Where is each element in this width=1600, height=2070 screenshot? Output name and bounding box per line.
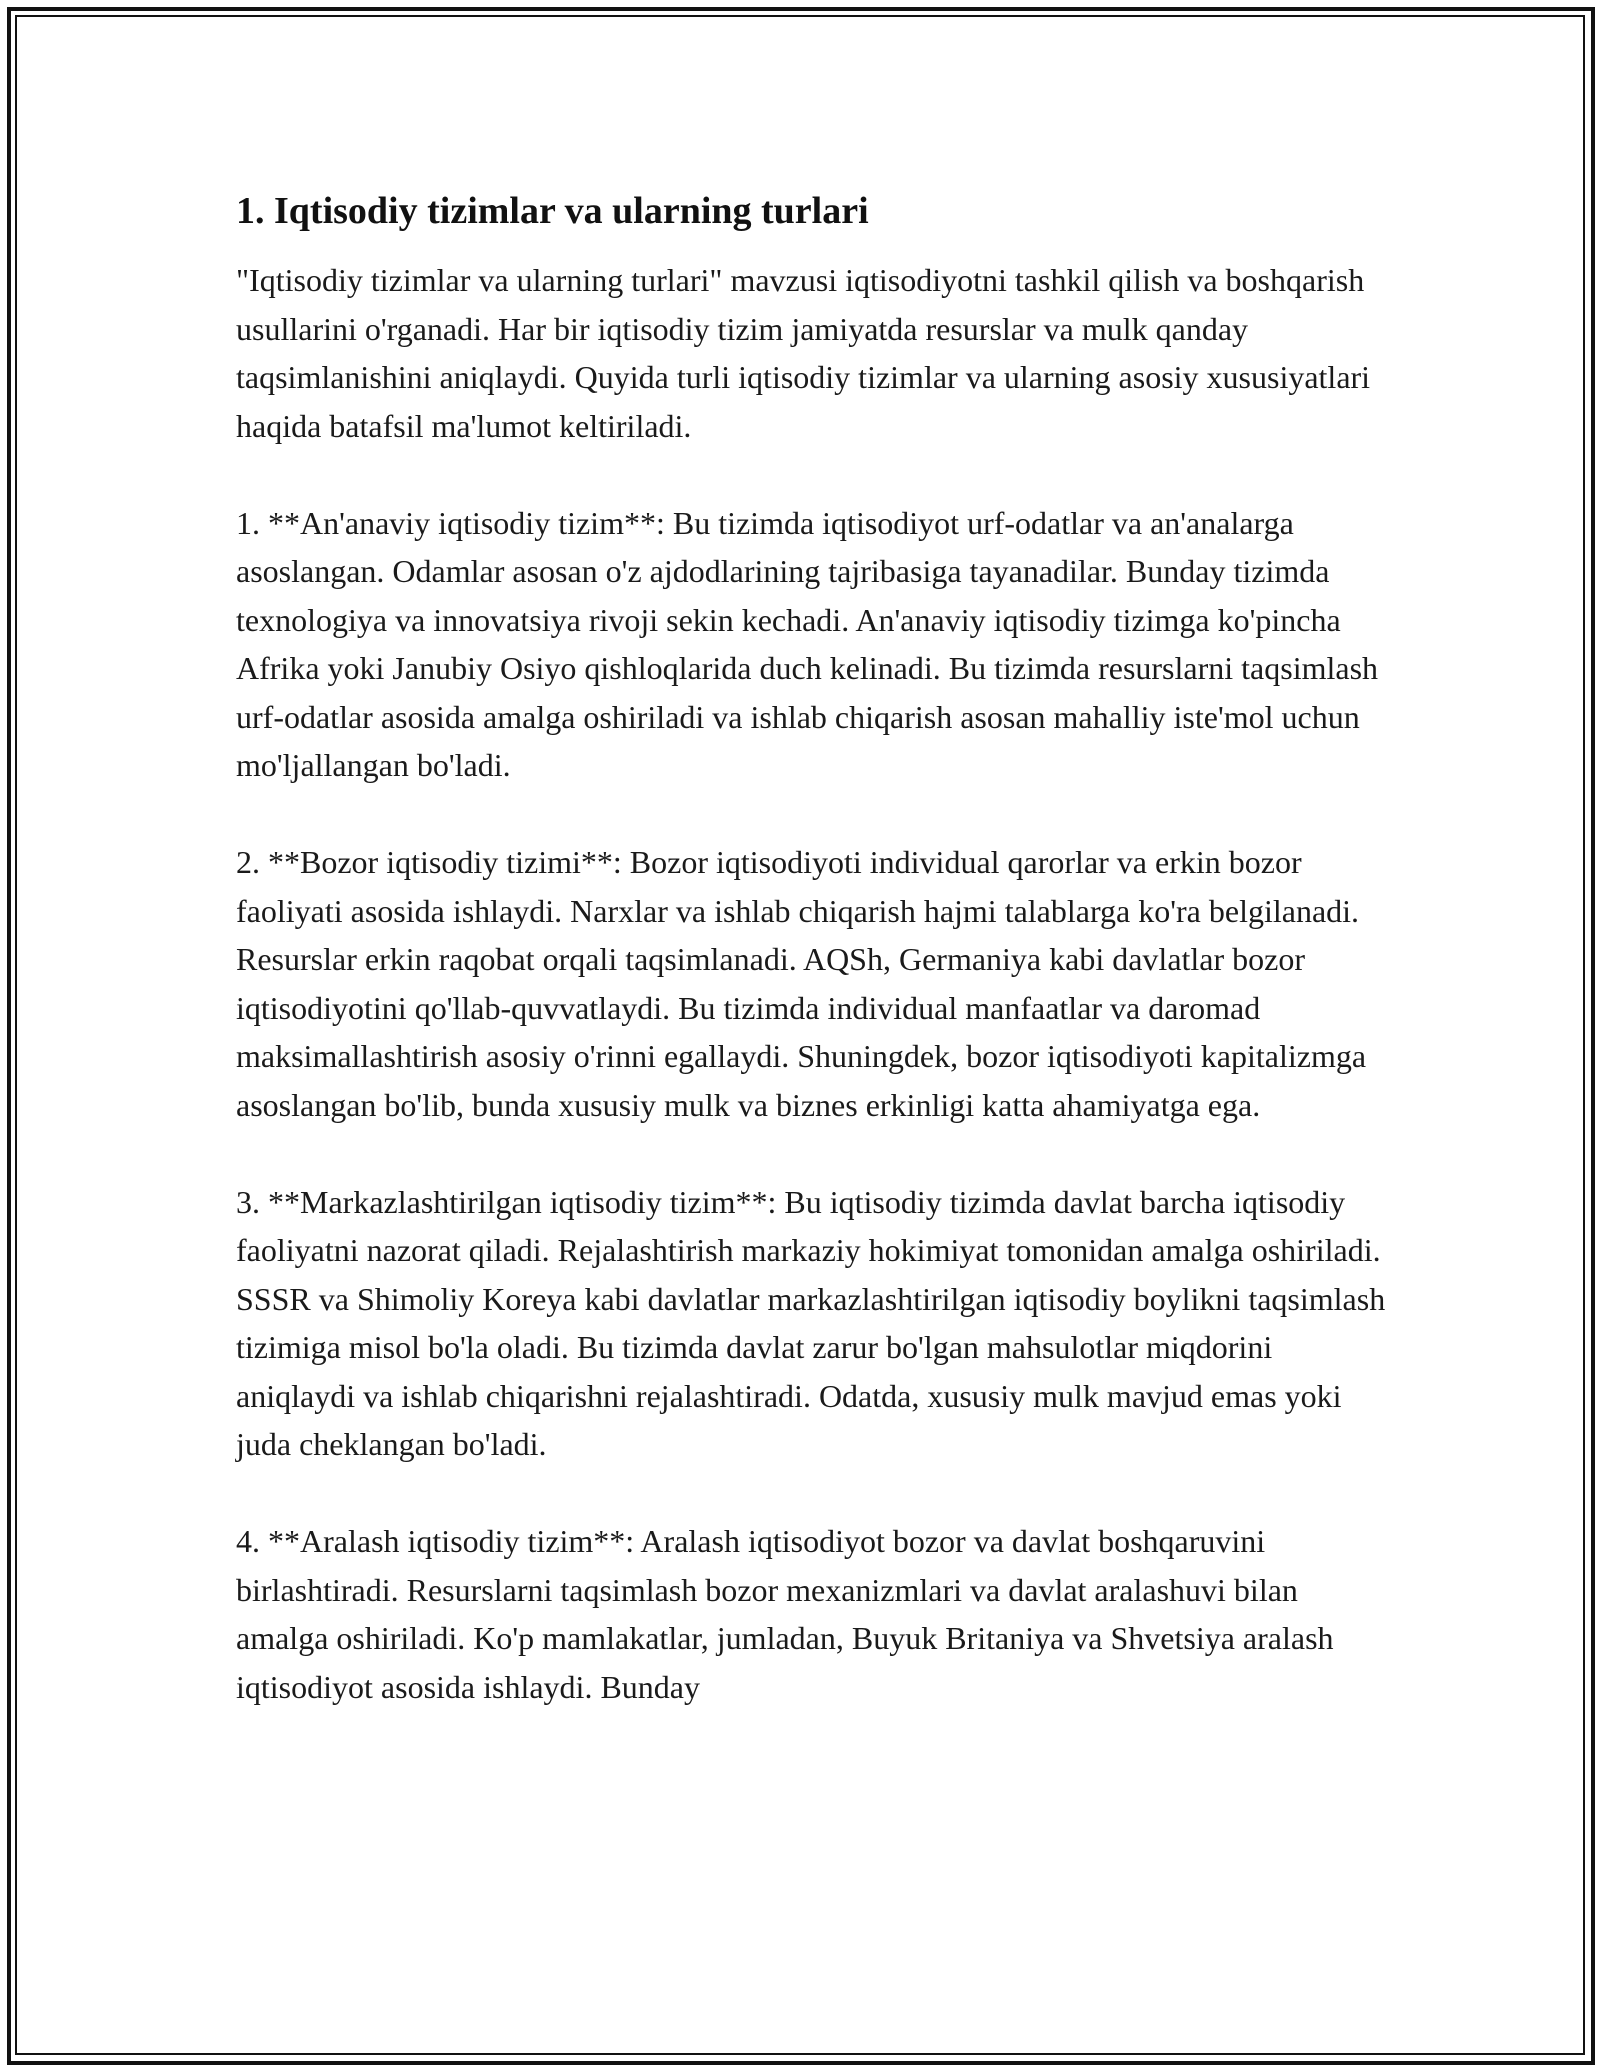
paragraph-traditional-system: 1. **An'anaviy iqtisodiy tizim**: Bu tizimda iqtisodiyot urf-odatlar va an'analarga asoslangan. Odamlar asosan o'z ajdodlarining tajribasiga tayanadilar. Bunday tizimda texnologiya va innovatsiya rivoji sekin kechadi. An'anaviy iqtisodiy tizimga ko'pincha Afrika yoki Janubiy Osiyo qishloqlarida duch kelinadi. Bu tizimda resurslarni taqsimlash urf-odatlar asosida amalga oshiriladi va ishlab chiqarish asosan mahalliy iste'mol uchun mo'ljallangan bo'ladi. xyxy=(236,504,1379,783)
paragraph-command-system: 3. **Markazlashtirilgan iqtisodiy tizim**: Bu iqtisodiy tizimda davlat barcha iqtisodiy faoliyatni nazorat qiladi. Rejalashtirish markaziy hokimiyat tomonidan amalga oshiriladi. SSSR va Shimoliy Koreya kabi davlatlar markazlashtirilgan iqtisodiy boylikni taqsimlash tizimiga misol bo'la oladi. Bu tizimda davlat zarur bo'lgan mahsulotlar miqdorini aniqlaydi va ishlab chiqarishni rejalashtiradi. Odatda, xususiy mulk mavjud emas yoki juda cheklangan bo'ladi. xyxy=(236,1183,1386,1462)
document-body xyxy=(236,186,1386,1760)
paragraph-mixed-system: 4. **Aralash iqtisodiy tizim**: Aralash iqtisodiyot bozor va davlat boshqaruvini birlashtiradi. Resurslarni taqsimlash bozor mexanizmlari va davlat aralashuvi bilan amalga oshiriladi. Ko'p mamlakatlar, jumladan, Buyuk Britaniya va Shvetsiya aralash iqtisodiyot asosida ishlaydi. Bunday xyxy=(236,1523,1334,1705)
document-title: 1. Iqtisodiy tizimlar va ularning turlari xyxy=(236,190,869,232)
intro-paragraph: "Iqtisodiy tizimlar va ularning turlari" mavzusi iqtisodiyotni tashkil qilish va boshqarish usullarini o'rganadi. Har bir iqtisodiy tizim jamiyatda resurslar va mulk qanday taqsimlanishini aniqlaydi. Quyida turli iqtisodiy tizimlar va ularning asosiy xususiyatlari haqida batafsil ma'lumot keltiriladi. xyxy=(236,262,1371,444)
paragraph-market-system: 2. **Bozor iqtisodiy tizimi**: Bozor iqtisodiyoti individual qarorlar va erkin bozor faoliyati asosida ishlaydi. Narxlar va ishlab chiqarish hajmi talablarga ko'ra belgilanadi. Resurslar erkin raqobat orqali taqsimlanadi. AQSh, Germaniya kabi davlatlar bozor iqtisodiyotini qo'llab-quvvatlaydi. Bu tizimda individual manfaatlar va daromad maksimallashtirish asosiy o'rinni egallaydi. Shuningdek, bozor iqtisodiyoti kapitalizmga asoslangan bo'lib, bunda xususiy mulk va biznes erkinligi katta ahamiyatga ega. xyxy=(236,844,1367,1123)
